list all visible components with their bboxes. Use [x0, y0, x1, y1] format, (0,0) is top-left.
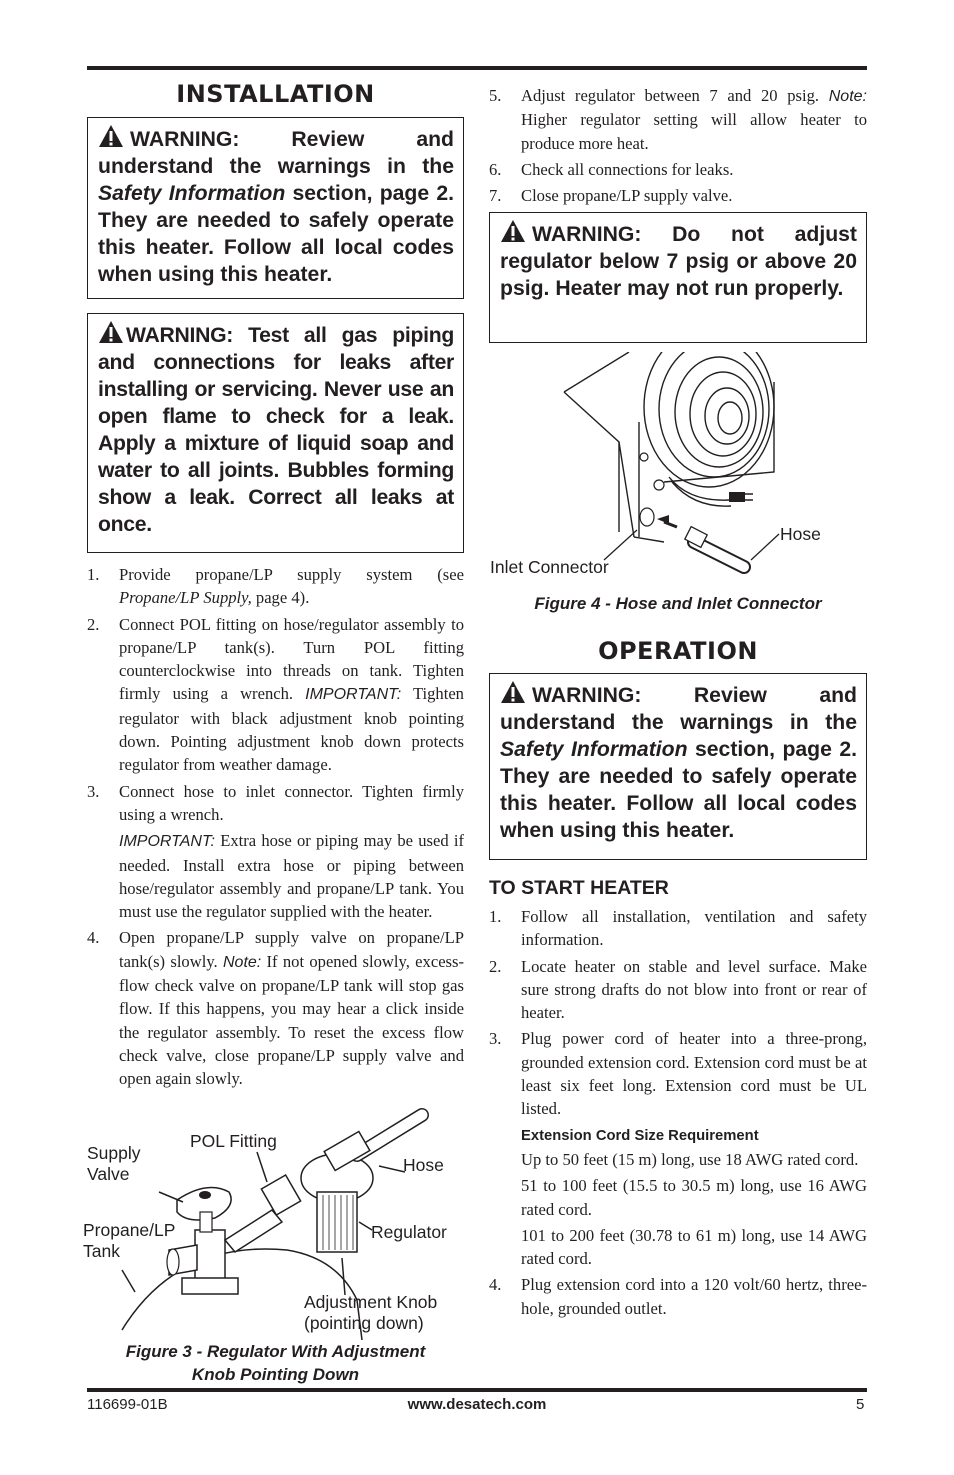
list-item: 1. Follow all installation, ventilation and safety information.	[489, 907, 867, 950]
warning-box-leak-test	[87, 313, 464, 553]
warning-rest: section, page 2. They are needed to safely operate this heater. Follow all local codes when using this heater.	[500, 738, 857, 842]
warning-icon	[500, 219, 526, 243]
ext-line: 51 to 100 feet (15.5 to 30.5 m) long, use 16 AWG rated cord.	[521, 1176, 867, 1219]
warning-icon	[98, 320, 124, 344]
footer-website: www.desatech.com	[407, 1396, 547, 1413]
warning-lead: WARNING: Review and understand the warnings in the	[500, 684, 857, 734]
label-propane-tank: Propane/LP Tank	[83, 1220, 176, 1261]
to-start-heater-heading: TO START HEATER	[489, 877, 669, 899]
label-adjustment-knob: Adjustment Knob (pointing down)	[304, 1292, 438, 1333]
list-item: 2. Connect POL fitting on hose/regulator assembly to propane/LP tank(s). Turn POL fitting counterclockwise into threads on tank. Tighten firmly using a wrench. IMPORTANT: Tighten regulator with black adjustment knob pointing down. Pointing adjustment knob down protects regulator from weather damage.	[87, 614, 464, 775]
list-item: 2. Locate heater on stable and level surface. Make sure strong drafts do not blow into front or rear of heater.	[489, 956, 867, 1023]
warning-rest: section, page 2. They are needed to safely operate this heater. Follow all local codes when using this heater.	[98, 182, 454, 286]
list-item: 3. Connect hose to inlet connector. Tighten firmly using a wrench. IMPORTANT: Extra hose or piping may be used if needed. Install extra hose or piping between hose/regulator assembly and propane/LP tank. You must use the regulator supplied with the heater.	[87, 781, 464, 922]
list-item: 7. Close propane/LP supply valve.	[489, 186, 733, 206]
list-item: 1. Provide propane/LP supply system (see Propane/LP Supply, page 4).	[87, 565, 464, 608]
warning-italic: Safety Information	[500, 738, 688, 761]
label-hose: Hose	[780, 524, 821, 544]
warning-box-review	[87, 117, 464, 299]
label-pol-fitting: POL Fitting	[190, 1131, 277, 1151]
ext-line: 101 to 200 feet (30.78 to 61 m) long, use 14 AWG rated cord.	[521, 1225, 867, 1269]
footer-doc-number: 116699-01B	[87, 1396, 168, 1413]
operation-title: OPERATION	[598, 637, 758, 665]
footer-page-number: 5	[856, 1396, 865, 1413]
label-hose: Hose	[403, 1155, 444, 1175]
ext-line: Up to 50 feet (15 m) long, use 18 AWG rated cord.	[521, 1150, 859, 1169]
top-rule	[87, 66, 867, 70]
installation-steps	[87, 563, 464, 1094]
start-heater-step-4	[489, 1273, 867, 1320]
label-supply-valve: Supply Valve	[87, 1143, 141, 1184]
warning-icon	[500, 680, 526, 704]
warning-text: WARNING: Test all gas piping and connections for leaks after installing or servicing. Never use an open flame to check for a leak. Apply a mixture of liquid soap and water to all joints. Bubbles forming show a leak. Correct all leaks at once.	[98, 324, 454, 536]
start-heater-steps	[489, 905, 867, 1124]
warning-text: WARNING: Do not adjust regulator below 7 psig or above 20 psig. Heater may not run properly.	[500, 223, 857, 300]
warning-lead: WARNING: Review and understand the warnings in the	[98, 128, 454, 178]
warning-italic: Safety Information	[98, 182, 286, 205]
warning-box-regulator	[489, 212, 867, 343]
warning-box-operation-review	[489, 673, 867, 860]
figure-4-illustration	[489, 352, 867, 582]
installation-title: INSTALLATION	[176, 80, 375, 108]
list-item: 4. Open propane/LP supply valve on propane/LP tank(s) slowly. Note: If not opened slowly, excess-flow check valve on propane/LP tank will stop gas flow. If this happens, you may hear a click inside the regulator assembly. To reset the excess flow check valve, close propane/LP supply valve and open again slowly.	[87, 928, 465, 1089]
extension-cord-heading: Extension Cord Size Requirement	[521, 1128, 759, 1144]
figure-3-caption: Figure 3 - Regulator With Adjustment Knob Pointing Down	[125, 1342, 426, 1384]
bottom-rule	[87, 1388, 867, 1392]
list-item: 6. Check all connections for leaks.	[489, 159, 734, 179]
list-item: 4. Plug extension cord into a 120 volt/60 hertz, three-hole, grounded outlet.	[489, 1275, 867, 1318]
extension-cord-section	[489, 1124, 867, 1323]
label-inlet-connector: Inlet Connector	[490, 557, 609, 577]
figure-4-caption: Figure 4 - Hose and Inlet Connector	[534, 594, 822, 613]
installation-steps-continued	[489, 84, 867, 210]
list-item: 3. Plug power cord of heater into a three-prong, grounded extension cord. Extension cord must be at least six feet long. Extension cord must be UL listed.	[489, 1029, 867, 1119]
label-regulator: Regulator	[371, 1222, 447, 1242]
list-item: 5. Adjust regulator between 7 and 20 psig. Note: Higher regulator setting will allow heater to produce more heat.	[489, 86, 867, 153]
warning-icon	[98, 124, 124, 148]
